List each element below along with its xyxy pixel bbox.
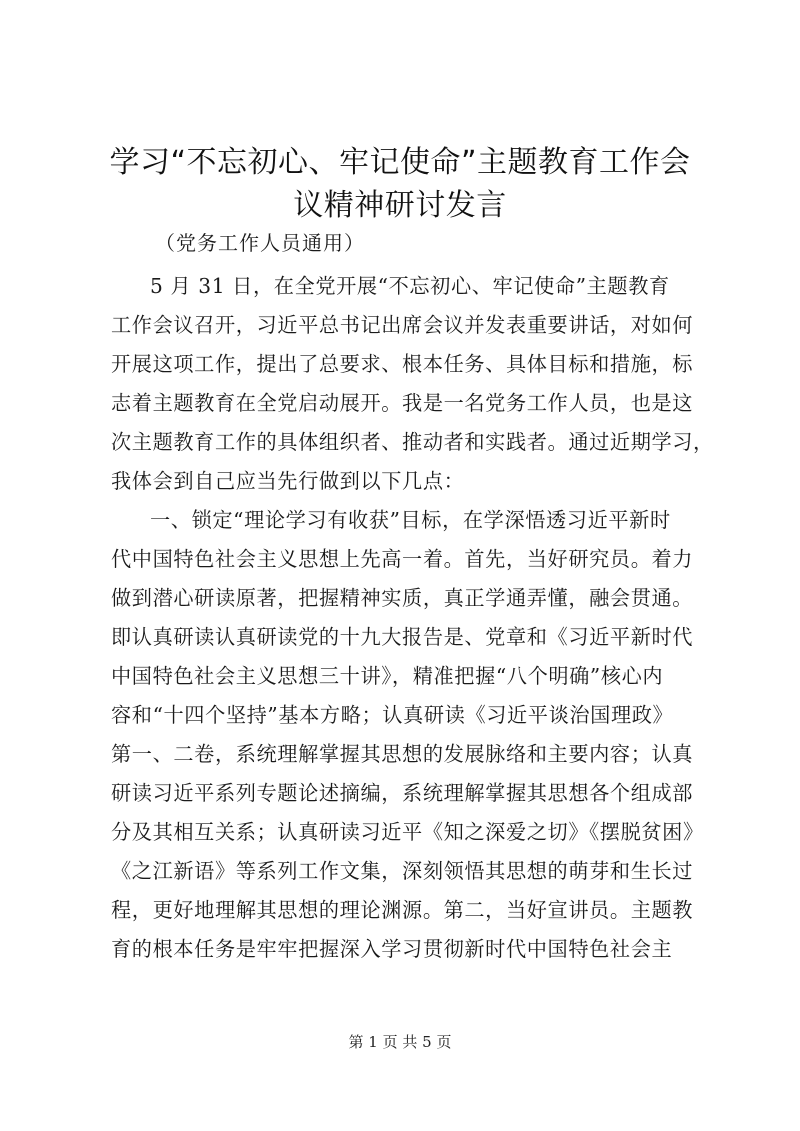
document-title-line-1: 学习“不忘初心、牢记使命”主题教育工作会 (109, 145, 691, 180)
body-line: 志着主题教育在全党启动展开。我是一名党务工作人员，也是这 (111, 391, 694, 415)
body-line: 中国特色社会主义思想三十讲》，精准把握“八个明确”核心内 (111, 664, 664, 688)
body-line: 第一、二卷，系统理解掌握其思想的发展脉络和主要内容；认真 (111, 742, 694, 766)
body-line: 工作会议召开，习近平总书记出席会议并发表重要讲话，对如何 (111, 313, 694, 337)
body-line: 程，更好地理解其思想的理论渊源。第二，当好宣讲员。主题教 (111, 898, 694, 922)
body-line: 代中国特色社会主义思想上先高一着。首先，当好研究员。着力 (111, 547, 694, 571)
body-line: 次主题教育工作的具体组织者、推动者和实践者。通过近期学习， (111, 430, 714, 454)
body-line: 5 月 31 日，在全党开展“不忘初心、牢记使命”主题教育 (150, 274, 670, 298)
document-title-line-2: 议精神研讨发言 (293, 188, 507, 223)
document-subtitle: （党务工作人员通用） (155, 231, 365, 255)
body-line: 我体会到自己应当先行做到以下几点： (111, 469, 465, 493)
page-number-footer: 第 1 页 共 5 页 (348, 1033, 452, 1051)
body-line: 即认真研读认真研读党的十九大报告是、党章和《习近平新时代 (111, 625, 694, 649)
body-line: 研读习近平系列专题论述摘编，系统理解掌握其思想各个组成部 (111, 781, 694, 805)
body-line: 容和“十四个坚持”基本方略；认真研读《习近平谈治国理政》 (111, 703, 674, 727)
body-line: 分及其相互关系；认真研读习近平《知之深爱之切》《摆脱贫困》 (111, 820, 704, 844)
body-line: 《之江新语》等系列工作文集，深刻领悟其思想的萌芽和生长过 (111, 859, 694, 883)
body-line: 育的根本任务是牢牢把握深入学习贯彻新时代中国特色社会主 (111, 937, 673, 961)
body-line: 一、锁定“理论学习有收获”目标，在学深悟透习近平新时 (150, 508, 671, 532)
body-line: 做到潜心研读原著，把握精神实质，真正学通弄懂，融会贯通。 (111, 586, 694, 610)
body-line: 开展这项工作，提出了总要求、根本任务、具体目标和措施，标 (111, 352, 694, 376)
